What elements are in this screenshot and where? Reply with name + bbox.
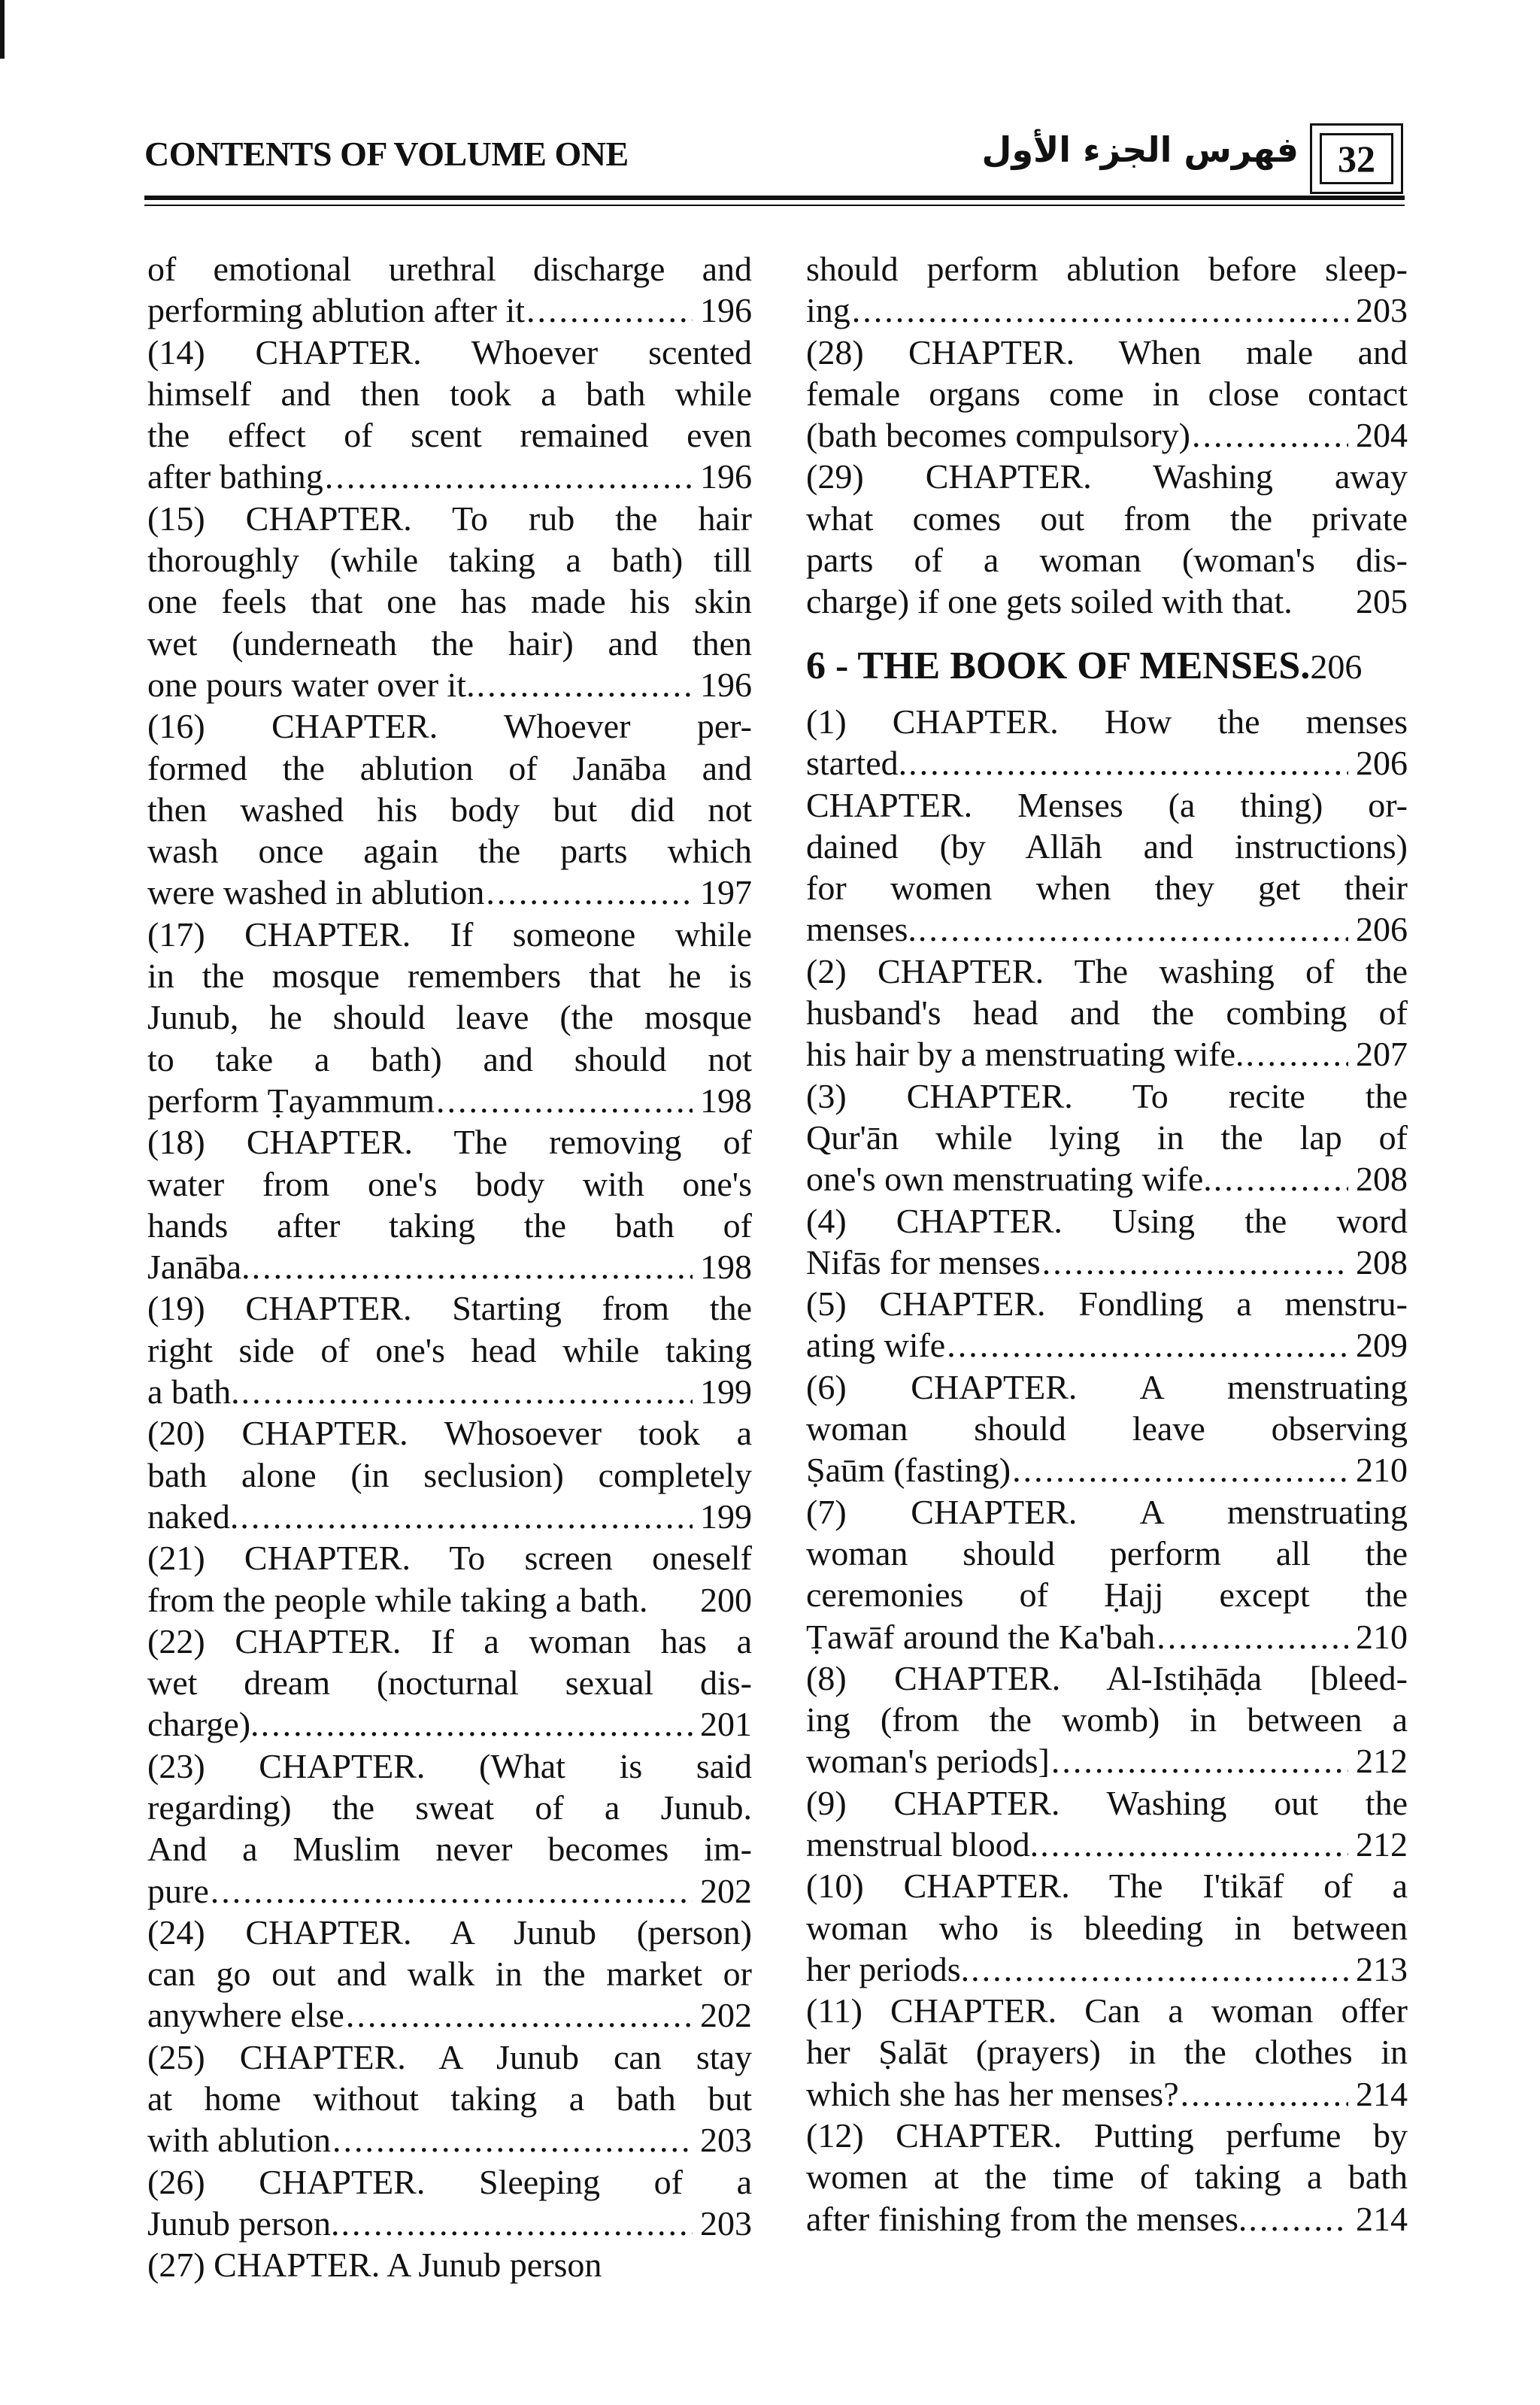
- toc-entry-last-line: [147, 1496, 752, 1537]
- toc-entry-line: CHAPTER. Menses (a thing) or-: [806, 785, 1408, 824]
- toc-entry-line: (3) CHAPTER. To recite the: [806, 1076, 1408, 1115]
- toc-page-number: 212: [1356, 1742, 1408, 1781]
- leader-dots: [261, 1703, 693, 1745]
- toc-entry-last-line: [806, 1949, 1408, 1990]
- toc-entry-text: after bathing: [147, 457, 323, 496]
- toc-entry-line: Junub, he should leave (the mosque: [147, 998, 752, 1037]
- toc-entry-text: perform Ṭayammum: [147, 1081, 435, 1120]
- toc-page-number: 199: [700, 1372, 752, 1412]
- toc-entry: [806, 784, 1408, 951]
- toc-entry-last-line: [806, 1242, 1408, 1283]
- toc-entry: [806, 1366, 1408, 1491]
- toc-entry-text: anywhere else: [147, 1996, 344, 2035]
- book-heading-title: 6 - THE BOOK OF MENSES.: [806, 644, 1311, 687]
- toc-entry-text: after finishing from the menses.: [806, 2199, 1247, 2238]
- toc-entry-line: (29) CHAPTER. Washing away: [806, 457, 1408, 496]
- toc-entry: [147, 705, 752, 913]
- toc-entry-text: menses.: [806, 910, 917, 949]
- running-header-arabic: فهرس الجزء الأول: [981, 129, 1299, 170]
- toc-entry-last-line: [806, 1158, 1408, 1199]
- leader-dots: [325, 456, 693, 497]
- toc-entry-line: (28) CHAPTER. When male and: [806, 332, 1408, 372]
- toc-entry-text: ating wife: [806, 1326, 946, 1365]
- toc-entry-line: (16) CHAPTER. Whoever per-: [147, 707, 752, 746]
- leader-dots: [1181, 2073, 1348, 2115]
- toc-entry-text: charge) if one gets soiled with that.: [806, 582, 1293, 621]
- page-number-box: [1310, 123, 1403, 194]
- toc-entry-line: bath alone (in seclusion) completely: [147, 1455, 752, 1494]
- toc-page-number: 203: [700, 2203, 752, 2243]
- toc-page-number: 196: [700, 457, 752, 496]
- toc-entry: [147, 332, 752, 498]
- toc-entry-line: (9) CHAPTER. Washing out the: [806, 1783, 1408, 1822]
- toc-entry-text: Ṣaūm (fasting): [806, 1451, 1011, 1490]
- toc-entry-line: (6) CHAPTER. A menstruating: [806, 1367, 1408, 1406]
- toc-entry-last-line: [806, 2198, 1408, 2240]
- toc-page-number: 213: [1356, 1949, 1408, 1988]
- toc-entry-last-line: [147, 1371, 752, 1412]
- toc-entry-last-line: [806, 2073, 1408, 2115]
- toc-entry-text: Janāba.: [147, 1248, 250, 1287]
- toc-entry-text: started.: [806, 744, 908, 783]
- leader-dots: [1246, 1033, 1348, 1075]
- toc-entry-text: performing ablution after it: [147, 291, 526, 330]
- toc-entry-line: (15) CHAPTER. To rub the hair: [147, 499, 752, 538]
- toc-entry-line: regarding) the sweat of a Junub.: [147, 1788, 752, 1827]
- toc-entry-line: (21) CHAPTER. To screen oneself: [147, 1539, 752, 1578]
- toc-entry-text: (bath becomes compulsory): [806, 416, 1190, 455]
- toc-entry-line: female organs come in close contact: [806, 374, 1408, 413]
- leader-dots: [332, 2119, 693, 2161]
- toc-entry-line: parts of a woman (woman's dis-: [806, 541, 1408, 580]
- toc-entry-line: (12) CHAPTER. Putting perfume by: [806, 2116, 1408, 2155]
- leader-dots: [1051, 1740, 1348, 1782]
- toc-entry-text: one's own menstruating wife.: [806, 1160, 1212, 1199]
- toc-page-number: 208: [1356, 1160, 1408, 1199]
- toc-entry-line: wet (underneath the hair) and then: [147, 623, 752, 663]
- toc-page-number: 196: [700, 665, 752, 704]
- toc-entry: [147, 1912, 752, 2037]
- toc-entry-text: with ablution: [147, 2121, 332, 2160]
- toc-entry-line: the effect of scent remained even: [147, 416, 752, 455]
- toc-entry-text: ing: [806, 291, 850, 330]
- toc-entry-line: (2) CHAPTER. The washing of the: [806, 951, 1408, 990]
- leader-dots: [1214, 1158, 1348, 1199]
- toc-entry: [147, 498, 752, 705]
- toc-entry-text: menstrual blood.: [806, 1824, 1039, 1864]
- toc-entry-line: And a Muslim never becomes im-: [147, 1830, 752, 1869]
- leader-dots: [1040, 1824, 1348, 1865]
- toc-entry-text: from the people while taking a bath.: [147, 1580, 648, 1619]
- toc-entry-line: (26) CHAPTER. Sleeping of a: [147, 2162, 752, 2201]
- header-rule-thick: [144, 196, 1405, 200]
- toc-entry: [147, 2037, 752, 2161]
- toc-entry: [147, 1621, 752, 1745]
- toc-entry-last-line: [147, 290, 752, 331]
- toc-entry-last-line: [806, 414, 1408, 456]
- toc-entry-last-line: [806, 1449, 1408, 1491]
- toc-entry-last-line: [806, 581, 1408, 622]
- toc-entry-line: woman should perform all the: [806, 1533, 1408, 1572]
- toc-entry-last-line: [806, 1824, 1408, 1865]
- toc-entry-line: (10) CHAPTER. The I'tikāf of a: [806, 1867, 1408, 1906]
- toc-entry: [806, 1657, 1408, 1782]
- toc-page-number: 202: [700, 1871, 752, 1910]
- toc-entry-line: (8) CHAPTER. Al-Istiḥāḍa [bleed-: [806, 1658, 1408, 1697]
- leader-dots: [241, 1371, 693, 1412]
- toc-entry-line: (19) CHAPTER. Starting from the: [147, 1289, 752, 1328]
- toc-entry-line: right side of one's head while taking: [147, 1330, 752, 1369]
- toc-entry-line: (23) CHAPTER. (What is said: [147, 1746, 752, 1785]
- toc-entry-line: ing (from the womb) in between a: [806, 1700, 1408, 1739]
- toc-entry-line: (24) CHAPTER. A Junub (person): [147, 1912, 752, 1952]
- toc-entry-line: at home without taking a bath but: [147, 2079, 752, 2118]
- toc-entry-text: charge).: [147, 1705, 259, 1744]
- toc-page-number: 202: [700, 1996, 752, 2035]
- toc-entry: [147, 2161, 752, 2245]
- leader-dots: [477, 664, 693, 705]
- toc-entry-last-line: [147, 2203, 752, 2244]
- toc-entry-line: (14) CHAPTER. Whoever scented: [147, 332, 752, 372]
- leader-dots: [346, 1994, 693, 2036]
- toc-entry-line: (25) CHAPTER. A Junub can stay: [147, 2037, 752, 2076]
- toc-page-number: 205: [1356, 582, 1408, 621]
- leader-dots: [1192, 414, 1348, 456]
- toc-page-number: 200: [700, 1580, 752, 1619]
- toc-entry-line: ceremonies of Ḥajj except the: [806, 1576, 1408, 1615]
- toc-entry-line: formed the ablution of Janāba and: [147, 748, 752, 787]
- toc-page-number: 203: [700, 2121, 752, 2160]
- toc-entry: [147, 1412, 752, 1537]
- toc-entry-line: water from one's body with one's: [147, 1164, 752, 1203]
- toc-entry-line: (20) CHAPTER. Whosoever took a: [147, 1414, 752, 1453]
- toc-entry-last-line: [806, 742, 1408, 784]
- toc-entry-last-line: [147, 1994, 752, 2036]
- toc-entry-line: to take a bath) and should not: [147, 1039, 752, 1078]
- toc-entry-line: wash once again the parts which: [147, 832, 752, 871]
- toc-entry: [806, 951, 1408, 1075]
- leader-dots: [1157, 1616, 1348, 1657]
- toc-entry-line: (18) CHAPTER. The removing of: [147, 1123, 752, 1162]
- toc-entry: [806, 2115, 1408, 2240]
- book-heading-page: 206: [1310, 647, 1363, 686]
- toc-entry-line: can go out and walk in the market or: [147, 1955, 752, 1994]
- page-number: 32: [1320, 133, 1393, 184]
- leader-dots: [1012, 1449, 1348, 1491]
- leader-dots: [252, 1246, 693, 1287]
- toc-entry-line: (4) CHAPTER. Using the word: [806, 1201, 1408, 1240]
- toc-entry-text: which she has her menses?: [806, 2074, 1179, 2113]
- toc-page-number: 199: [700, 1497, 752, 1536]
- toc-entry-last-line: [147, 1246, 752, 1287]
- toc-entry: [806, 1075, 1408, 1200]
- header-rule-thin: [144, 205, 1405, 206]
- leader-dots: [526, 290, 693, 331]
- toc-entry-line: (5) CHAPTER. Fondling a menstru-: [806, 1284, 1408, 1324]
- leader-dots: [486, 872, 693, 913]
- leader-dots: [436, 1080, 693, 1121]
- toc-page-number: 198: [700, 1081, 752, 1120]
- toc-entry: [806, 1865, 1408, 1990]
- toc-entry: [147, 1745, 752, 1912]
- toc-entry-last-line: [806, 1740, 1408, 1782]
- toc-page-number: 197: [700, 873, 752, 912]
- toc-entry-line: (7) CHAPTER. A menstruating: [806, 1492, 1408, 1531]
- toc-page-number: 214: [1356, 2074, 1408, 2113]
- toc-entry: [806, 1283, 1408, 1366]
- running-header-title: CONTENTS OF VOLUME ONE: [144, 135, 629, 173]
- toc-entry-line: of emotional urethral discharge and: [147, 250, 752, 288]
- toc-entry-text: naked.: [147, 1497, 239, 1536]
- toc-entry-text: woman's periods]: [806, 1742, 1050, 1781]
- toc-page-number: 196: [700, 291, 752, 330]
- toc-entry-last-line: [806, 908, 1408, 950]
- leader-dots: [211, 1870, 693, 1912]
- toc-entry-text: her periods.: [806, 1949, 970, 1988]
- toc-entry-line: one feels that one has made his skin: [147, 582, 752, 621]
- toc-page-number: 203: [1356, 291, 1408, 330]
- toc-entry-line: woman who is bleeding in between: [806, 1908, 1408, 1947]
- toc-entry-line: dained (by Allāh and instructions): [806, 826, 1408, 866]
- toc-entry-last-line: [147, 456, 752, 497]
- toc-entry: [147, 1121, 752, 1287]
- leader-dots: [971, 1949, 1348, 1990]
- toc-entry: [806, 1491, 1408, 1657]
- toc-entry-continued: [147, 248, 752, 332]
- toc-entry-line: in the mosque remembers that he is: [147, 957, 752, 996]
- toc-entry: [806, 332, 1408, 456]
- toc-entry-last-line: [806, 290, 1408, 331]
- toc-entry-last-line: [147, 2119, 752, 2161]
- toc-entry-text: Junub person.: [147, 2203, 340, 2243]
- toc-entry-line: Qur'ān while lying in the lap of: [806, 1118, 1408, 1157]
- toc-page-number: 204: [1356, 416, 1408, 455]
- leader-dots: [908, 742, 1348, 784]
- toc-page-number: 214: [1356, 2199, 1408, 2238]
- leader-dots: [1042, 1242, 1348, 1283]
- toc-entry: [806, 1782, 1408, 1866]
- toc-entry-line: thoroughly (while taking a bath) till: [147, 541, 752, 580]
- toc-entry: [806, 1990, 1408, 2115]
- toc-entry-line: husband's head and the combing of: [806, 993, 1408, 1033]
- toc-entry-last-line: [147, 1870, 752, 1912]
- toc-page-number: 201: [700, 1705, 752, 1744]
- toc-entry-last-line: [806, 1616, 1408, 1657]
- toc-entry-line: women at the time of taking a bath: [806, 2158, 1408, 2197]
- book-heading: [806, 645, 1408, 687]
- toc-entry-line: (22) CHAPTER. If a woman has a: [147, 1621, 752, 1660]
- toc-entry-line: her Ṣalāt (prayers) in the clothes in: [806, 2033, 1408, 2072]
- leader-dots: [1248, 2198, 1348, 2240]
- toc-entry: [806, 1200, 1408, 1284]
- left-column: [147, 248, 752, 2286]
- toc-entry-line: (11) CHAPTER. Can a woman offer: [806, 1991, 1408, 2030]
- toc-entry-text: Nifās for menses: [806, 1242, 1041, 1281]
- toc-page-number: 207: [1356, 1035, 1408, 1074]
- toc-entry-line-continued-next-page: (27) CHAPTER. A Junub person: [147, 2246, 602, 2285]
- toc-entry-last-line: [806, 1324, 1408, 1366]
- toc-entry-text: pure: [147, 1871, 209, 1910]
- scan-edge-mark: [0, 0, 5, 59]
- right-column: [806, 248, 1408, 2240]
- toc-entry: [147, 1537, 752, 1621]
- leader-dots: [852, 290, 1348, 331]
- toc-entry-line: what comes out from the private: [806, 499, 1408, 538]
- toc-entry: [147, 914, 752, 1121]
- toc-entry-line: hands after taking the bath of: [147, 1206, 752, 1245]
- toc-entry: [806, 456, 1408, 622]
- toc-page-number: 210: [1356, 1617, 1408, 1656]
- toc-page-number: 198: [700, 1248, 752, 1287]
- toc-entry-line: (17) CHAPTER. If someone while: [147, 914, 752, 954]
- toc-entry-line: should perform ablution before sleep-: [806, 250, 1408, 288]
- toc-entry: [806, 701, 1408, 784]
- toc-entry-text: Ṭawāf around the Ka'bah: [806, 1617, 1156, 1656]
- toc-entry-last-line: [806, 1033, 1408, 1075]
- toc-page-number: 210: [1356, 1451, 1408, 1490]
- toc-entry-text: one pours water over it.: [147, 665, 475, 704]
- leader-dots: [341, 2203, 693, 2244]
- toc-entry-line: then washed his body but did not: [147, 790, 752, 829]
- toc-page-number: 212: [1356, 1824, 1408, 1864]
- toc-page-number: 206: [1356, 744, 1408, 783]
- toc-entry-last-line: [147, 1703, 752, 1745]
- toc-entry-line: for women when they get their: [806, 869, 1408, 908]
- toc-entry-line: wet dream (nocturnal sexual dis-: [147, 1663, 752, 1703]
- leader-dots: [240, 1496, 693, 1537]
- toc-entry-text: a bath.: [147, 1372, 240, 1412]
- toc-entry-last-line: [147, 664, 752, 705]
- toc-entry-line: himself and then took a bath while: [147, 374, 752, 413]
- toc-entry-text: were washed in ablution: [147, 873, 485, 912]
- toc-page-number: 209: [1356, 1326, 1408, 1365]
- toc-entry-text: his hair by a menstruating wife.: [806, 1035, 1244, 1074]
- toc-entry-continued: [806, 248, 1408, 332]
- toc-page-number: 208: [1356, 1242, 1408, 1281]
- toc-entry-last-line: [147, 872, 752, 913]
- leader-dots: [947, 1324, 1348, 1366]
- toc-entry-line: (1) CHAPTER. How the menses: [806, 702, 1408, 741]
- toc-entry-last-line: [147, 1080, 752, 1121]
- leader-dots: [918, 908, 1348, 950]
- toc-entry-last-line: [147, 1579, 752, 1621]
- toc-entry: [147, 1287, 752, 1412]
- toc-entry-line: woman should leave observing: [806, 1409, 1408, 1448]
- toc-page-number: 206: [1356, 910, 1408, 949]
